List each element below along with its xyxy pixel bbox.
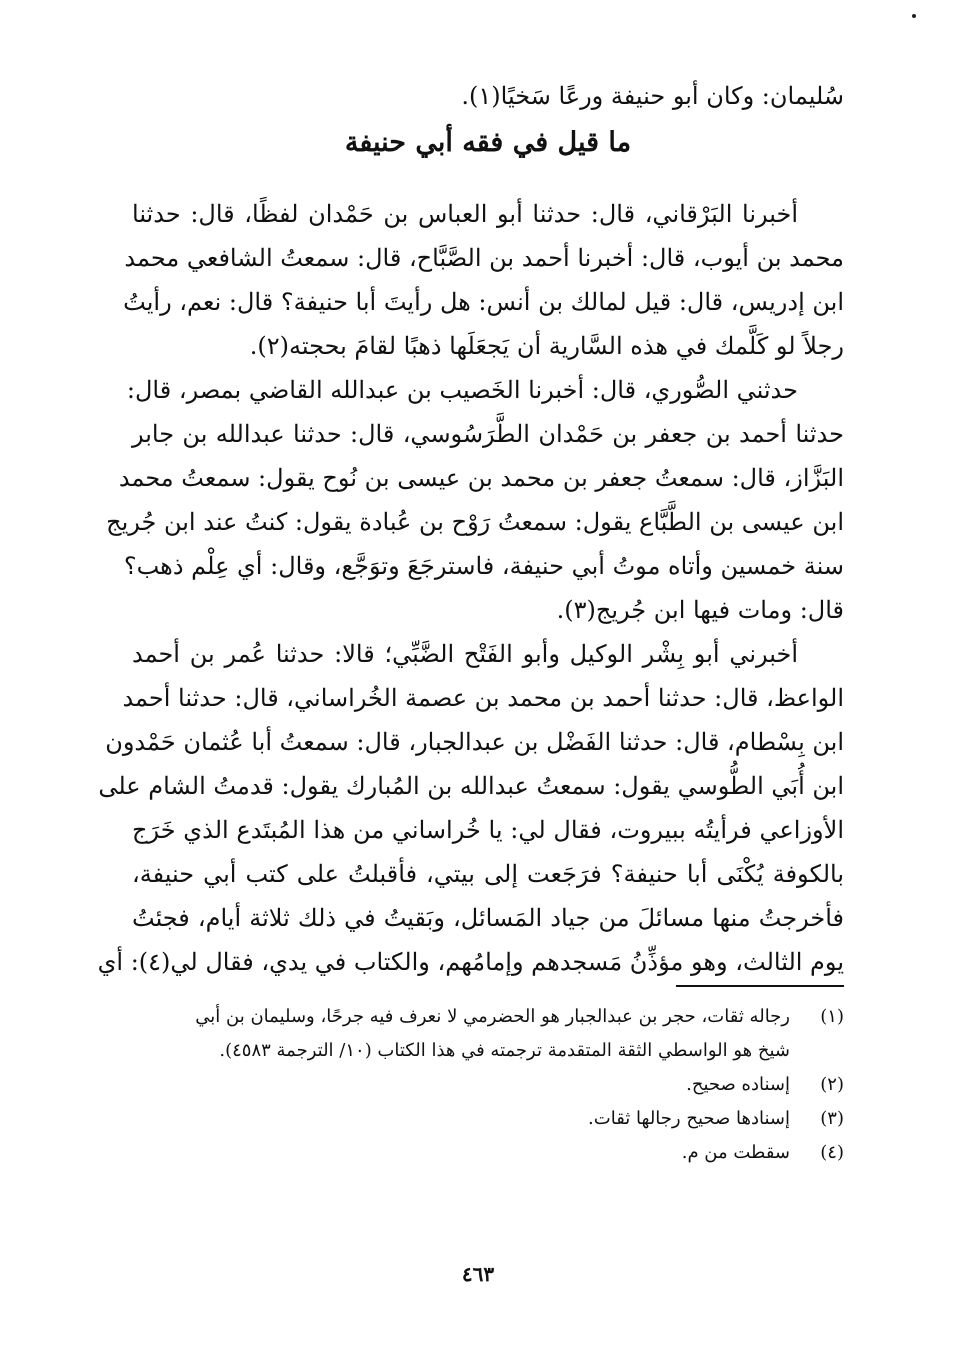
text-line: ابن عيسى بن الطَّبَّاع يقول: سمعتُ رَوْح بن عُبادة يقول: كنتُ عند ابن جُريج xyxy=(106,508,844,536)
footnote-line: إسنادها صحيح رجالها ثقات. xyxy=(588,1108,790,1129)
footnote-3 xyxy=(132,1102,844,1136)
page-number: ٤٦٣ xyxy=(461,1262,495,1286)
text-line: أخبرنا البَرْقاني، قال: حدثنا أبو العباس بن حَمْدان لفظًا، قال: حدثنا xyxy=(132,200,798,228)
text-line: حدثني الصُّوري، قال: أخبرنا الخَصيب بن عبدالله القاضي بمصر، قال: xyxy=(126,376,798,404)
section-heading: ما قيل في فقه أبي حنيفة xyxy=(344,127,632,158)
footnote-number: (٤) xyxy=(820,1142,844,1163)
text-line: سنة خمسين وأتاه موتُ أبي حنيفة، فاسترجَعَ وتوَجَّع، وقال: أي عِلْم ذهب؟ xyxy=(123,552,844,580)
text-line: الواعظ، قال: حدثنا أحمد بن محمد بن عصمة الخُراساني، قال: حدثنا أحمد xyxy=(122,684,844,712)
continuation-line: سُليمان: وكان أبو حنيفة ورعًا سَخيًا(١). xyxy=(461,82,844,110)
paragraph-3 xyxy=(97,632,845,984)
text-line: فأخرجتُ منها مسائلَ من جياد المَسائل، وبَقيتُ في ذلك ثلاثة أيام، فجئتُ xyxy=(132,904,844,932)
footnote-text xyxy=(132,1102,790,1136)
footnote-4 xyxy=(132,1136,844,1170)
footnote-text xyxy=(132,1136,790,1170)
text-line: حدثنا أحمد بن جعفر بن حَمْدان الطَّرَسُوسي، قال: حدثنا عبدالله بن جابر xyxy=(132,420,844,448)
footnote-number: (١) xyxy=(820,1006,844,1027)
text-line: ابن بِسْطام، قال: حدثنا الفَضْل بن عبدالجبار، قال: سمعتُ أبا عُثمان حَمْدون xyxy=(105,728,844,756)
main-text xyxy=(97,74,845,984)
footnote-number: (٢) xyxy=(820,1074,844,1095)
footnote-1 xyxy=(132,1000,844,1068)
text-line: أخبرني أبو بِشْر الوكيل وأبو الفَتْح الضَّبِّي؛ قالا: حدثنا عُمر بن أحمد xyxy=(132,640,798,668)
text-line: يوم الثالث، وهو مؤذِّنُ مَسجدهم وإمامُهم، والكتاب في يدي، فقال لي(٤): أي xyxy=(97,948,844,976)
text-line: ابن أُبَي الطُّوسي يقول: سمعتُ عبدالله بن المُبارك يقول: قدمتُ الشام على xyxy=(98,772,844,800)
footnote-number: (٣) xyxy=(820,1108,844,1129)
paragraph-1 xyxy=(123,192,844,368)
text-line: قال: ومات فيها ابن جُريج(٣). xyxy=(556,596,844,624)
text-line: الأوزاعي فرأيتُه ببيروت، فقال لي: يا خُراساني من هذا المُبتَدع الذي خَرَج xyxy=(132,816,844,844)
text-line: البَزَّاز، قال: سمعتُ جعفر بن محمد بن عيسى بن نُوح يقول: سمعتُ محمد xyxy=(118,464,844,492)
text-line: بالكوفة يُكْنَى أبا حنيفة؟ فرَجَعت إلى بيتي، فأقبلتُ على كتب أبي حنيفة، xyxy=(132,860,845,888)
footnote-text xyxy=(132,1000,790,1068)
paragraph-2 xyxy=(106,368,844,632)
text-line: رجلاً لو كَلَّمك في هذه السَّارية أن يَجعَلَها ذهبًا لقامَ بحجته(٢). xyxy=(249,332,844,360)
text-line: ابن إدريس، قال: قيل لمالك بن أنس: هل رأيتَ أبا حنيفة؟ قال: نعم، رأيتُ xyxy=(123,288,844,316)
scan-speck xyxy=(912,14,916,18)
footnote-line: شيخ هو الواسطي الثقة المتقدمة ترجمته في هذا الكتاب (١٠/ الترجمة ٤٥٨٣). xyxy=(219,1040,790,1061)
text-line: محمد بن أيوب، قال: أخبرنا أحمد بن الصَّبَّاح، قال: سمعتُ الشافعي محمد xyxy=(124,244,844,272)
footnote-text xyxy=(132,1068,790,1102)
footnotes xyxy=(132,1000,844,1170)
footnote-2 xyxy=(132,1068,844,1102)
footnote-line: سقطت من م. xyxy=(681,1142,790,1163)
footnote-line: رجاله ثقات، حجر بن عبدالجبار هو الحضرمي لا نعرف فيه جرحًا، وسليمان بن أبي xyxy=(195,1006,790,1027)
footnote-separator xyxy=(676,985,844,987)
footnote-line: إسناده صحيح. xyxy=(686,1074,790,1095)
